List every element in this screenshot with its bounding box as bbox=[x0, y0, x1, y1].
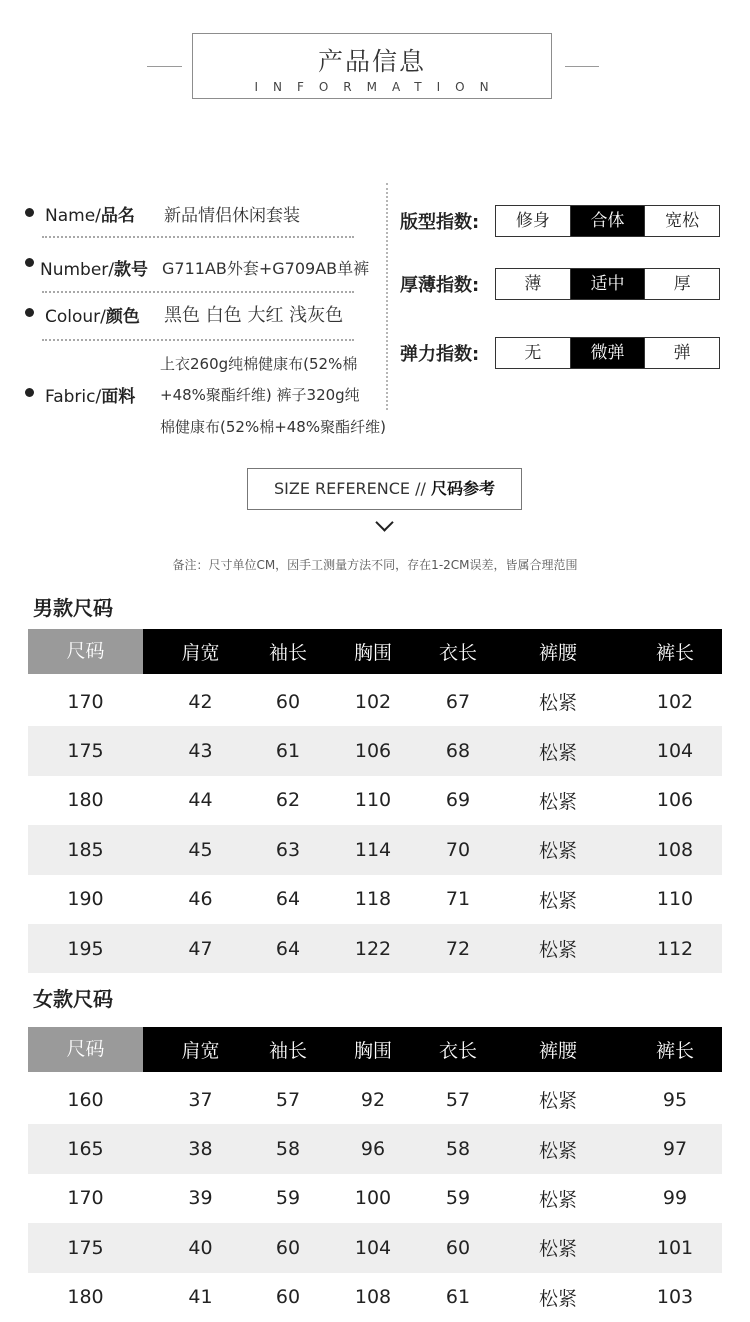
table-cell: 45 bbox=[188, 838, 213, 861]
table-header-cell: 袖长 bbox=[268, 1040, 307, 1062]
chevron-down-icon bbox=[375, 513, 393, 531]
table-header-cell: 袖长 bbox=[268, 642, 307, 664]
thickness-index-scale bbox=[495, 268, 720, 300]
name-value: 新品情侣休闲套装 bbox=[164, 206, 300, 226]
table-cell: 102 bbox=[656, 690, 694, 713]
table-row bbox=[28, 875, 722, 924]
table-cell: 170 bbox=[67, 1187, 104, 1210]
divider bbox=[42, 339, 354, 341]
table-cell: 92 bbox=[360, 1088, 386, 1111]
table-header-cell: 裤长 bbox=[655, 1040, 694, 1062]
table-cell: 110 bbox=[656, 888, 694, 911]
table-cell: 70 bbox=[445, 838, 471, 861]
fit-option: 修身 bbox=[496, 206, 571, 236]
table-cell: 190 bbox=[67, 888, 104, 911]
table-cell: 68 bbox=[445, 740, 471, 763]
table-cell: 40 bbox=[188, 1236, 213, 1259]
table-cell: 57 bbox=[275, 1088, 301, 1111]
table-cell: 58 bbox=[445, 1138, 471, 1161]
table-header-cell: 肩宽 bbox=[181, 642, 220, 664]
elasticity-option: 弹 bbox=[673, 343, 691, 363]
table-row bbox=[28, 1174, 722, 1223]
table-cell: 108 bbox=[656, 838, 694, 861]
table-cell: 64 bbox=[275, 937, 301, 960]
table-cell: 104 bbox=[354, 1236, 392, 1259]
size-reference-cn: 尺码参考 bbox=[431, 479, 496, 498]
table-cell: 61 bbox=[445, 1286, 471, 1309]
table-cell: 100 bbox=[354, 1187, 392, 1210]
women-size-table bbox=[28, 1027, 722, 1322]
number-label: Number/款号 bbox=[40, 260, 149, 280]
table-cell: 59 bbox=[445, 1187, 471, 1210]
table-header-row bbox=[28, 629, 722, 674]
size-reference-en: SIZE REFERENCE // bbox=[273, 479, 426, 498]
table-row bbox=[28, 1223, 722, 1272]
table-cell: 99 bbox=[662, 1187, 688, 1210]
bullet-icon bbox=[25, 258, 34, 267]
table-cell: 62 bbox=[275, 789, 301, 812]
table-cell: 102 bbox=[354, 690, 392, 713]
bullet-icon bbox=[25, 308, 34, 317]
table-header-cell: 衣长 bbox=[438, 642, 477, 664]
table-cell: 106 bbox=[656, 789, 694, 812]
elasticity-option: 无 bbox=[496, 338, 571, 368]
table-cell: 195 bbox=[67, 937, 104, 960]
table-cell: 60 bbox=[275, 1236, 301, 1259]
table-cell: 58 bbox=[275, 1138, 301, 1161]
thickness-index-label: 厚薄指数: bbox=[400, 275, 480, 296]
table-cell: 106 bbox=[354, 740, 392, 763]
table-cell: 97 bbox=[662, 1138, 688, 1161]
bullet-icon bbox=[25, 208, 34, 217]
table-cell: 57 bbox=[445, 1088, 471, 1111]
table-cell: 180 bbox=[67, 789, 104, 812]
table-cell: 43 bbox=[188, 740, 213, 763]
fabric-label: Fabric/面料 bbox=[45, 387, 136, 407]
table-cell: 44 bbox=[188, 789, 213, 812]
fit-index-label: 版型指数: bbox=[400, 212, 480, 233]
fabric-value-line: 棉健康布(52%棉+48%聚酯纤维) bbox=[160, 418, 386, 436]
table-cell: 松紧 bbox=[538, 1090, 577, 1113]
table-cell: 165 bbox=[67, 1138, 104, 1161]
table-cell: 95 bbox=[662, 1088, 688, 1111]
bullet-icon bbox=[25, 388, 34, 397]
table-cell: 69 bbox=[445, 789, 471, 812]
table-cell: 110 bbox=[354, 789, 392, 812]
table-cell: 松紧 bbox=[538, 1287, 577, 1310]
page-subtitle: INFORMATION bbox=[254, 80, 504, 94]
colour-value: 黑色 白色 大红 浅灰色 bbox=[164, 305, 344, 326]
table-cell: 42 bbox=[188, 690, 213, 713]
thickness-option: 厚 bbox=[673, 274, 691, 294]
table-cell: 64 bbox=[275, 888, 301, 911]
table-cell: 67 bbox=[445, 690, 471, 713]
table-row bbox=[28, 776, 722, 825]
elasticity-index-label: 弹力指数: bbox=[400, 344, 480, 365]
header-right-line bbox=[565, 66, 599, 67]
table-cell: 41 bbox=[188, 1286, 213, 1309]
thickness-option-selected: 适中 bbox=[571, 269, 646, 299]
table-header-cell: 尺码 bbox=[28, 1027, 143, 1072]
table-cell: 38 bbox=[188, 1138, 213, 1161]
table-cell: 60 bbox=[275, 690, 301, 713]
table-cell: 96 bbox=[360, 1138, 386, 1161]
elasticity-option-selected: 微弹 bbox=[571, 338, 646, 368]
table-cell: 112 bbox=[656, 937, 694, 960]
table-cell: 46 bbox=[188, 888, 213, 911]
name-label: Name/品名 bbox=[45, 206, 135, 226]
table-cell: 175 bbox=[67, 1236, 104, 1259]
table-cell: 122 bbox=[354, 937, 392, 960]
men-size-title: 男款尺码 bbox=[33, 596, 113, 620]
table-cell: 松紧 bbox=[538, 939, 577, 962]
section-header bbox=[192, 33, 552, 99]
elasticity-index-scale bbox=[495, 337, 720, 369]
fabric-value-line: +48%聚酯纤维) 裤子320g纯 bbox=[160, 386, 360, 404]
table-row bbox=[28, 825, 722, 874]
table-cell: 104 bbox=[656, 740, 694, 763]
table-row bbox=[28, 1124, 722, 1173]
table-cell: 39 bbox=[188, 1187, 213, 1210]
table-cell: 60 bbox=[275, 1286, 301, 1309]
table-cell: 63 bbox=[275, 838, 301, 861]
table-header-cell: 肩宽 bbox=[181, 1040, 220, 1062]
divider bbox=[42, 236, 354, 238]
table-cell: 松紧 bbox=[538, 692, 577, 715]
table-cell: 松紧 bbox=[538, 840, 577, 863]
table-cell: 160 bbox=[67, 1088, 104, 1111]
fit-index-scale bbox=[495, 205, 720, 237]
table-cell: 103 bbox=[656, 1286, 694, 1309]
table-cell: 60 bbox=[445, 1236, 471, 1259]
size-reference-header bbox=[247, 468, 522, 510]
table-row bbox=[28, 677, 722, 726]
table-header-cell: 胸围 bbox=[353, 642, 392, 664]
table-header-cell: 衣长 bbox=[438, 1040, 477, 1062]
fit-option-selected: 合体 bbox=[571, 206, 646, 236]
table-cell: 180 bbox=[67, 1286, 104, 1309]
table-cell: 72 bbox=[445, 937, 471, 960]
thickness-option: 薄 bbox=[496, 269, 571, 299]
table-cell: 175 bbox=[67, 740, 104, 763]
table-cell: 118 bbox=[354, 888, 392, 911]
colour-label: Colour/颜色 bbox=[45, 307, 140, 327]
table-row bbox=[28, 1273, 722, 1322]
table-row bbox=[28, 1075, 722, 1124]
table-header-cell: 裤腰 bbox=[538, 642, 577, 664]
table-cell: 松紧 bbox=[538, 1188, 577, 1211]
fabric-value-line: 上衣260g纯棉健康布(52%棉 bbox=[160, 355, 358, 373]
table-cell: 61 bbox=[275, 740, 301, 763]
table-cell: 71 bbox=[445, 888, 471, 911]
table-cell: 37 bbox=[188, 1088, 213, 1111]
table-header-cell: 裤长 bbox=[655, 642, 694, 664]
divider bbox=[42, 291, 354, 293]
table-header-row bbox=[28, 1027, 722, 1072]
table-cell: 114 bbox=[354, 838, 392, 861]
table-cell: 47 bbox=[188, 937, 213, 960]
page-title: 产品信息 bbox=[317, 47, 426, 76]
table-cell: 170 bbox=[67, 690, 104, 713]
table-row bbox=[28, 726, 722, 775]
table-cell: 松紧 bbox=[538, 1238, 577, 1261]
table-cell: 59 bbox=[275, 1187, 301, 1210]
table-row bbox=[28, 924, 722, 973]
women-size-title: 女款尺码 bbox=[33, 987, 113, 1011]
table-cell: 松紧 bbox=[538, 889, 577, 912]
vertical-divider bbox=[386, 183, 388, 410]
table-cell: 松紧 bbox=[538, 790, 577, 813]
table-header-cell: 尺码 bbox=[28, 629, 143, 674]
measurement-note: 备注：尺寸单位CM，因手工测量方法不同，存在1-2CM误差，皆属合理范围 bbox=[172, 558, 578, 572]
table-cell: 松紧 bbox=[538, 1139, 577, 1162]
table-cell: 108 bbox=[354, 1286, 392, 1309]
table-header-cell: 胸围 bbox=[353, 1040, 392, 1062]
number-value: G711AB外套+G709AB单裤 bbox=[162, 259, 370, 278]
table-header-cell: 裤腰 bbox=[538, 1040, 577, 1062]
fit-option: 宽松 bbox=[665, 211, 700, 231]
table-cell: 185 bbox=[67, 838, 104, 861]
header-left-line bbox=[147, 66, 182, 67]
table-cell: 101 bbox=[656, 1236, 694, 1259]
men-size-table bbox=[28, 629, 722, 973]
table-cell: 松紧 bbox=[538, 741, 577, 764]
